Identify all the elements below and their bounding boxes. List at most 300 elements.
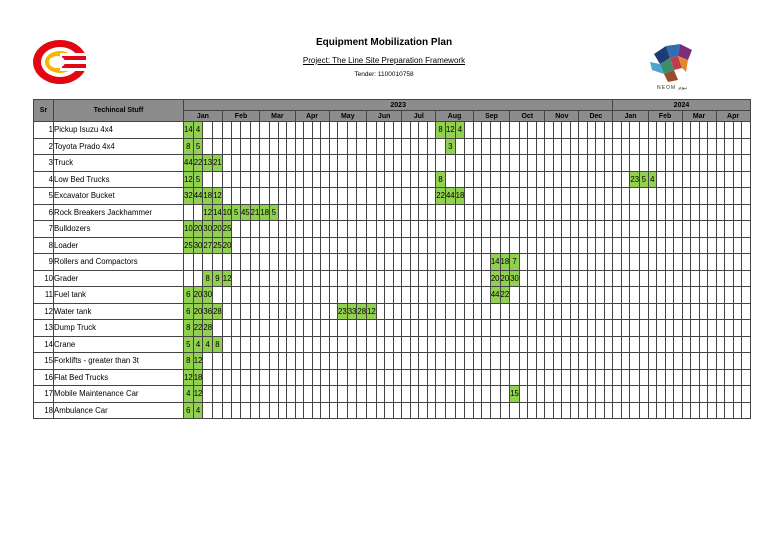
empty-cell — [321, 171, 330, 188]
empty-cell — [232, 254, 241, 271]
empty-cell — [657, 320, 666, 337]
empty-cell — [510, 369, 520, 386]
empty-cell — [708, 353, 717, 370]
empty-cell — [536, 204, 545, 221]
empty-cell — [213, 287, 223, 304]
empty-cell — [733, 155, 742, 172]
empty-cell — [338, 270, 348, 287]
empty-cell — [482, 402, 491, 419]
empty-cell — [367, 336, 377, 353]
empty-cell — [528, 221, 537, 238]
empty-cell — [536, 122, 545, 139]
empty-cell — [287, 188, 296, 205]
empty-cell — [708, 122, 717, 139]
quantity-cell: 5 — [184, 336, 194, 353]
empty-cell — [699, 386, 708, 403]
empty-cell — [278, 287, 287, 304]
quantity-cell: 14 — [184, 122, 194, 139]
empty-cell — [376, 287, 385, 304]
empty-cell — [338, 320, 348, 337]
empty-cell — [510, 122, 520, 139]
quantity-cell: 22 — [436, 188, 446, 205]
empty-cell — [691, 386, 700, 403]
empty-cell — [385, 155, 394, 172]
row-number: 12 — [34, 303, 54, 320]
empty-cell — [733, 237, 742, 254]
empty-cell — [682, 237, 691, 254]
empty-cell — [510, 138, 520, 155]
empty-cell — [725, 287, 734, 304]
empty-cell — [657, 353, 666, 370]
empty-cell — [742, 320, 751, 337]
empty-cell — [338, 353, 348, 370]
empty-cell — [402, 303, 411, 320]
empty-cell — [250, 303, 260, 320]
empty-cell — [716, 336, 725, 353]
quantity-cell: 12 — [213, 188, 223, 205]
empty-cell — [570, 386, 579, 403]
empty-cell — [699, 270, 708, 287]
empty-cell — [691, 138, 700, 155]
empty-cell — [270, 171, 279, 188]
empty-cell — [553, 254, 562, 271]
quantity-cell: 5 — [640, 171, 649, 188]
empty-cell — [402, 270, 411, 287]
empty-cell — [708, 188, 717, 205]
empty-cell — [657, 402, 666, 419]
empty-cell — [596, 188, 605, 205]
empty-cell — [482, 303, 491, 320]
empty-cell — [295, 204, 304, 221]
empty-cell — [338, 221, 348, 238]
empty-cell — [674, 287, 683, 304]
quantity-cell: 14 — [490, 254, 500, 271]
empty-cell — [545, 320, 554, 337]
empty-cell — [742, 204, 751, 221]
empty-cell — [473, 369, 482, 386]
empty-cell — [347, 287, 357, 304]
empty-cell — [260, 336, 270, 353]
empty-cell — [473, 254, 482, 271]
empty-cell — [613, 221, 622, 238]
empty-cell — [562, 171, 571, 188]
empty-cell — [510, 221, 520, 238]
empty-cell — [604, 237, 613, 254]
empty-cell — [338, 188, 348, 205]
quantity-cell: 18 — [260, 204, 270, 221]
empty-cell — [562, 353, 571, 370]
empty-cell — [357, 402, 367, 419]
quantity-cell: 21 — [250, 204, 260, 221]
month-header: Mar — [682, 111, 716, 122]
empty-cell — [270, 237, 279, 254]
empty-cell — [500, 320, 510, 337]
empty-cell — [691, 287, 700, 304]
empty-cell — [304, 155, 313, 172]
quantity-cell: 23 — [338, 303, 348, 320]
empty-cell — [393, 270, 402, 287]
empty-cell — [312, 204, 321, 221]
quantity-cell: 6 — [184, 287, 194, 304]
empty-cell — [674, 237, 683, 254]
empty-cell — [691, 254, 700, 271]
empty-cell — [510, 204, 520, 221]
empty-cell — [640, 204, 649, 221]
empty-cell — [500, 171, 510, 188]
empty-cell — [321, 336, 330, 353]
quantity-cell: 14 — [213, 204, 223, 221]
empty-cell — [528, 336, 537, 353]
empty-cell — [596, 138, 605, 155]
empty-cell — [640, 221, 649, 238]
empty-cell — [613, 237, 622, 254]
empty-cell — [402, 171, 411, 188]
empty-cell — [733, 221, 742, 238]
quantity-cell: 30 — [193, 237, 203, 254]
empty-cell — [587, 254, 596, 271]
empty-cell — [193, 254, 203, 271]
empty-cell — [419, 353, 428, 370]
empty-cell — [482, 353, 491, 370]
empty-cell — [304, 353, 313, 370]
empty-cell — [312, 320, 321, 337]
empty-cell — [410, 188, 419, 205]
quantity-cell: 4 — [193, 336, 203, 353]
quantity-cell: 20 — [500, 270, 510, 287]
empty-cell — [621, 122, 630, 139]
empty-cell — [321, 303, 330, 320]
empty-cell — [473, 386, 482, 403]
empty-cell — [708, 386, 717, 403]
empty-cell — [733, 270, 742, 287]
empty-cell — [545, 303, 554, 320]
empty-cell — [295, 171, 304, 188]
quantity-cell: 13 — [203, 155, 213, 172]
empty-cell — [445, 320, 455, 337]
empty-cell — [222, 138, 232, 155]
empty-cell — [260, 369, 270, 386]
empty-cell — [579, 353, 588, 370]
empty-cell — [587, 353, 596, 370]
empty-cell — [203, 369, 213, 386]
empty-cell — [376, 336, 385, 353]
empty-cell — [455, 155, 465, 172]
empty-cell — [465, 386, 474, 403]
empty-cell — [604, 122, 613, 139]
empty-cell — [648, 402, 657, 419]
empty-cell — [427, 138, 436, 155]
empty-cell — [465, 287, 474, 304]
empty-cell — [232, 353, 241, 370]
empty-cell — [347, 237, 357, 254]
empty-cell — [240, 303, 250, 320]
row-number: 18 — [34, 402, 54, 419]
empty-cell — [295, 254, 304, 271]
empty-cell — [725, 138, 734, 155]
empty-cell — [528, 155, 537, 172]
empty-cell — [393, 303, 402, 320]
empty-cell — [553, 204, 562, 221]
empty-cell — [500, 336, 510, 353]
empty-cell — [312, 188, 321, 205]
empty-cell — [562, 138, 571, 155]
empty-cell — [587, 204, 596, 221]
empty-cell — [570, 353, 579, 370]
empty-cell — [376, 303, 385, 320]
empty-cell — [357, 369, 367, 386]
empty-cell — [630, 303, 640, 320]
empty-cell — [402, 386, 411, 403]
empty-cell — [482, 369, 491, 386]
empty-cell — [621, 386, 630, 403]
quantity-cell: 30 — [203, 287, 213, 304]
empty-cell — [250, 171, 260, 188]
empty-cell — [579, 188, 588, 205]
month-header: Apr — [716, 111, 750, 122]
empty-cell — [570, 320, 579, 337]
empty-cell — [490, 138, 500, 155]
empty-cell — [545, 237, 554, 254]
empty-cell — [665, 402, 674, 419]
empty-cell — [473, 204, 482, 221]
empty-cell — [519, 155, 528, 172]
empty-cell — [295, 122, 304, 139]
empty-cell — [260, 270, 270, 287]
empty-cell — [419, 386, 428, 403]
empty-cell — [455, 303, 465, 320]
empty-cell — [410, 138, 419, 155]
empty-cell — [519, 122, 528, 139]
empty-cell — [725, 254, 734, 271]
empty-cell — [596, 303, 605, 320]
empty-cell — [545, 138, 554, 155]
empty-cell — [419, 287, 428, 304]
empty-cell — [278, 122, 287, 139]
empty-cell — [203, 353, 213, 370]
empty-cell — [240, 171, 250, 188]
empty-cell — [357, 320, 367, 337]
empty-cell — [410, 336, 419, 353]
empty-cell — [321, 254, 330, 271]
empty-cell — [733, 320, 742, 337]
empty-cell — [402, 353, 411, 370]
table-row — [34, 237, 751, 254]
empty-cell — [733, 171, 742, 188]
empty-cell — [260, 221, 270, 238]
empty-cell — [347, 369, 357, 386]
empty-cell — [427, 270, 436, 287]
empty-cell — [385, 386, 394, 403]
empty-cell — [436, 155, 446, 172]
empty-cell — [528, 237, 537, 254]
empty-cell — [329, 204, 338, 221]
empty-cell — [287, 171, 296, 188]
empty-cell — [287, 270, 296, 287]
empty-cell — [621, 188, 630, 205]
empty-cell — [613, 122, 622, 139]
quantity-cell: 12 — [445, 122, 455, 139]
empty-cell — [329, 353, 338, 370]
empty-cell — [519, 369, 528, 386]
month-header: Apr — [295, 111, 329, 122]
document-title: Equipment Mobilization Plan — [315, 37, 453, 48]
empty-cell — [329, 221, 338, 238]
empty-cell — [657, 204, 666, 221]
empty-cell — [385, 402, 394, 419]
empty-cell — [250, 287, 260, 304]
quantity-cell: 5 — [193, 138, 203, 155]
empty-cell — [604, 270, 613, 287]
empty-cell — [528, 369, 537, 386]
empty-cell — [427, 188, 436, 205]
empty-cell — [278, 254, 287, 271]
empty-cell — [716, 270, 725, 287]
empty-cell — [587, 171, 596, 188]
empty-cell — [321, 287, 330, 304]
empty-cell — [203, 122, 213, 139]
empty-cell — [321, 122, 330, 139]
quantity-cell: 20 — [193, 221, 203, 238]
empty-cell — [621, 402, 630, 419]
empty-cell — [321, 138, 330, 155]
empty-cell — [338, 254, 348, 271]
empty-cell — [270, 122, 279, 139]
empty-cell — [500, 155, 510, 172]
empty-cell — [536, 303, 545, 320]
empty-cell — [473, 287, 482, 304]
empty-cell — [419, 270, 428, 287]
quantity-cell: 4 — [203, 336, 213, 353]
row-number: 4 — [34, 171, 54, 188]
empty-cell — [393, 188, 402, 205]
empty-cell — [528, 270, 537, 287]
empty-cell — [500, 122, 510, 139]
empty-cell — [640, 254, 649, 271]
empty-cell — [232, 287, 241, 304]
empty-cell — [213, 402, 223, 419]
empty-cell — [742, 402, 751, 419]
empty-cell — [329, 188, 338, 205]
quantity-cell: 4 — [648, 171, 657, 188]
empty-cell — [393, 386, 402, 403]
empty-cell — [579, 237, 588, 254]
quantity-cell: 25 — [184, 237, 194, 254]
empty-cell — [708, 171, 717, 188]
empty-cell — [545, 204, 554, 221]
empty-cell — [482, 320, 491, 337]
empty-cell — [490, 237, 500, 254]
empty-cell — [385, 270, 394, 287]
empty-cell — [419, 402, 428, 419]
quantity-cell: 28 — [203, 320, 213, 337]
empty-cell — [657, 386, 666, 403]
empty-cell — [648, 287, 657, 304]
empty-cell — [742, 270, 751, 287]
empty-cell — [553, 336, 562, 353]
empty-cell — [587, 386, 596, 403]
empty-cell — [613, 270, 622, 287]
empty-cell — [367, 171, 377, 188]
empty-cell — [304, 237, 313, 254]
empty-cell — [213, 353, 223, 370]
empty-cell — [519, 287, 528, 304]
empty-cell — [733, 369, 742, 386]
item-header: Techincal Stuff — [54, 100, 184, 122]
empty-cell — [376, 270, 385, 287]
empty-cell — [295, 369, 304, 386]
empty-cell — [587, 221, 596, 238]
empty-cell — [545, 155, 554, 172]
empty-cell — [338, 171, 348, 188]
empty-cell — [321, 188, 330, 205]
quantity-cell: 15 — [510, 386, 520, 403]
empty-cell — [604, 254, 613, 271]
empty-cell — [528, 287, 537, 304]
empty-cell — [640, 303, 649, 320]
empty-cell — [708, 320, 717, 337]
empty-cell — [465, 369, 474, 386]
month-header: Jul — [402, 111, 436, 122]
empty-cell — [562, 188, 571, 205]
empty-cell — [482, 221, 491, 238]
empty-cell — [312, 254, 321, 271]
empty-cell — [385, 336, 394, 353]
empty-cell — [329, 237, 338, 254]
empty-cell — [321, 402, 330, 419]
empty-cell — [455, 138, 465, 155]
quantity-cell: 28 — [213, 303, 223, 320]
empty-cell — [519, 320, 528, 337]
empty-cell — [528, 386, 537, 403]
empty-cell — [376, 320, 385, 337]
empty-cell — [742, 171, 751, 188]
empty-cell — [222, 287, 232, 304]
empty-cell — [465, 204, 474, 221]
quantity-cell: 6 — [184, 402, 194, 419]
empty-cell — [270, 369, 279, 386]
empty-cell — [630, 369, 640, 386]
empty-cell — [455, 254, 465, 271]
empty-cell — [367, 188, 377, 205]
empty-cell — [287, 237, 296, 254]
empty-cell — [385, 171, 394, 188]
empty-cell — [657, 155, 666, 172]
row-number: 17 — [34, 386, 54, 403]
empty-cell — [648, 204, 657, 221]
empty-cell — [536, 171, 545, 188]
empty-cell — [385, 122, 394, 139]
empty-cell — [536, 369, 545, 386]
empty-cell — [270, 188, 279, 205]
quantity-cell: 25 — [222, 221, 232, 238]
empty-cell — [665, 369, 674, 386]
empty-cell — [312, 171, 321, 188]
empty-cell — [287, 204, 296, 221]
empty-cell — [640, 386, 649, 403]
empty-cell — [536, 138, 545, 155]
empty-cell — [357, 353, 367, 370]
empty-cell — [240, 353, 250, 370]
empty-cell — [536, 336, 545, 353]
empty-cell — [385, 303, 394, 320]
empty-cell — [640, 188, 649, 205]
empty-cell — [376, 353, 385, 370]
empty-cell — [295, 303, 304, 320]
empty-cell — [613, 188, 622, 205]
empty-cell — [490, 402, 500, 419]
empty-cell — [287, 402, 296, 419]
empty-cell — [455, 237, 465, 254]
